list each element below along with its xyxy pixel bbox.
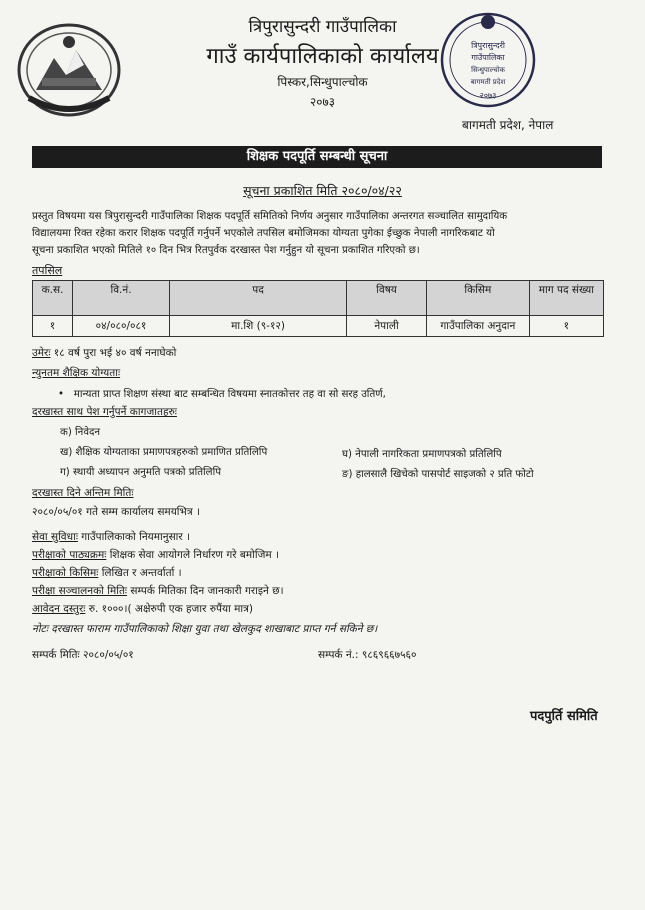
deadline-label: दरखास्त दिने अन्तिम मितिः [32,487,134,499]
deadline-value: २०८०/०५/०१ गते सम्म कार्यालय समयभित्र । [32,506,201,518]
table-header-row [33,281,604,316]
contact-date-label: सम्पर्क मितिः [32,649,80,661]
document-item-ka: क) निवेदन [60,427,101,438]
syllabus-label: परीक्षाको पाठ्यक्रमः [32,549,107,561]
signature-committee: पदपुर्ति समिति [530,709,598,724]
office-name: गाउँ कार्यपालिकाको कार्यालय [206,44,439,69]
cell-post: मा.शि (९-१२) [170,316,347,337]
fee-section [32,602,253,616]
svg-text:२०७३: २०७३ [479,91,497,100]
document-item-kha: ख) शैक्षिक योग्यताका प्रमाणपत्रहरुको प्रमाणित प्रतिलिपि [60,447,268,458]
facility-value: गाउँपालिकाको नियमानुसार । [81,531,191,543]
exam-date-label: परीक्षा सञ्चालनको मितिः [32,585,128,597]
notice-title: शिक्षक पदपूर्ति सम्बन्धी सूचना [32,146,602,168]
municipality-name: त्रिपुरासुन्दरी गाउँपालिका [248,17,397,37]
cell-ad-no: ०४/०८०/०८१ [72,316,169,337]
intro-line: प्रस्तुत विषयमा यस त्रिपुरासुन्दरी गाउँपालिका शिक्षक पदपूर्ति समितिको निर्णय अनुसार गाउँपालिका अन्तरगत सञ्चालित सामुदायिक [32,211,508,222]
facility-section [32,530,190,544]
age-value: १८ वर्ष पुरा भई ४० वर्ष ननाघेको [53,347,177,359]
tapsil-label: तपसिल [32,264,63,277]
col-header-post: पद [170,281,347,316]
document-item-nga: ङ) हालसालै खिचेको पासपोर्ट साइजको २ प्रति फोटो [342,469,534,480]
contact-phone-value: ९८६९६६७५६० [361,649,417,661]
svg-text:त्रिपुरासुन्दरी: त्रिपुरासुन्दरी [471,41,505,50]
col-header-sn: क.स. [33,281,73,316]
contact-phone-label: सम्पर्क नं.: [318,649,359,661]
col-header-type: किसिम [426,281,529,316]
col-header-ad-no: वि.नं. [72,281,169,316]
cell-sn: १ [33,316,73,337]
svg-text:गाउँपालिका: गाउँपालिका [471,53,505,62]
table-row [33,316,604,337]
office-address: पिस्कर,सिन्धुपाल्चोक [277,75,368,89]
established-year: २०७३ [310,95,335,109]
intro-paragraph [32,208,604,259]
cell-subject: नेपाली [347,316,427,337]
svg-text:बागमती प्रदेश: बागमती प्रदेश [470,78,506,86]
province-label: बागमती प्रदेश, नेपाल [462,118,554,132]
col-header-count: माग पद संख्या [529,281,603,316]
cell-count: १ [529,316,603,337]
qualification-text: मान्यता प्राप्त शिक्षण संस्था बाट सम्बन्धित विषयमा स्नातकोत्तर तह वा सो सरह उतिर्ण, [73,389,386,400]
syllabus-value: शिक्षक सेवा आयोगले निर्धारण गरे बमोजिम । [109,549,279,561]
qualification-item [58,386,386,400]
published-date: सूचना प्रकाशित मिति २०८०/०४/२२ [243,183,402,198]
documents-label: दरखास्त साथ पेश गर्नुपर्ने कागजातहरुः [32,406,177,418]
document-item-gha: घ) नेपाली नागरिकता प्रमाणपत्रको प्रतिलिपि [342,449,502,460]
col-header-subject: विषय [347,281,427,316]
age-label: उमेरः [32,347,51,359]
exam-type-label: परीक्षाको किसिमः [32,567,99,579]
exam-type-section [32,566,182,580]
intro-line: सूचना प्रकाशित भएको मितिले १० दिन भित्र रितपुर्वक दरखास्त पेश गर्नुहुन यो सूचना प्रकाशित गरिएको छ। [32,245,420,256]
cell-type: गाउँपालिका अनुदान [426,316,529,337]
age-section [32,346,176,360]
bullet-icon: • [58,389,74,400]
intro-line: विद्यालयमा रिक्त रहेका करार शिक्षक पदपूर्ति गर्नुपर्ने भएकोले तपसिल बमोजिमका योग्यता पुगेका ईच्छुक नेपाली नागरिकबाट यो [32,228,495,239]
exam-date-value: सम्पर्क मितिका दिन जानकारी गराइने छ। [130,585,284,597]
facility-label: सेवा सुविधाः [32,531,78,543]
contact-phone [318,648,416,662]
exam-type-value: लिखित र अन्तर्वार्ता । [101,567,182,579]
contact-date-value: २०८०/०५/०१ [82,649,134,661]
exam-date-section [32,584,284,598]
syllabus-section [32,548,279,562]
qualification-label: न्युनतम शैक्षिक योग्यताः [32,367,121,379]
contact-date [32,648,134,662]
fee-label: आवेदन दस्तुरः [32,603,86,615]
note-text: नोटः दरखास्त फाराम गाउँपालिकाको शिक्षा युवा तथा खेलकुद शाखाबाट प्राप्त गर्न सकिने छ। [32,623,378,635]
vacancy-table [32,280,604,337]
fee-value: रु. १०००।( अक्षेरुपी एक हजार रुपैंया मात्र) [88,603,253,615]
document-item-ga: ग) स्थायी अध्यापन अनुमति पत्रको प्रतिलिपि [60,467,222,478]
svg-text:सिन्धुपाल्चोक: सिन्धुपाल्चोक [471,66,505,74]
